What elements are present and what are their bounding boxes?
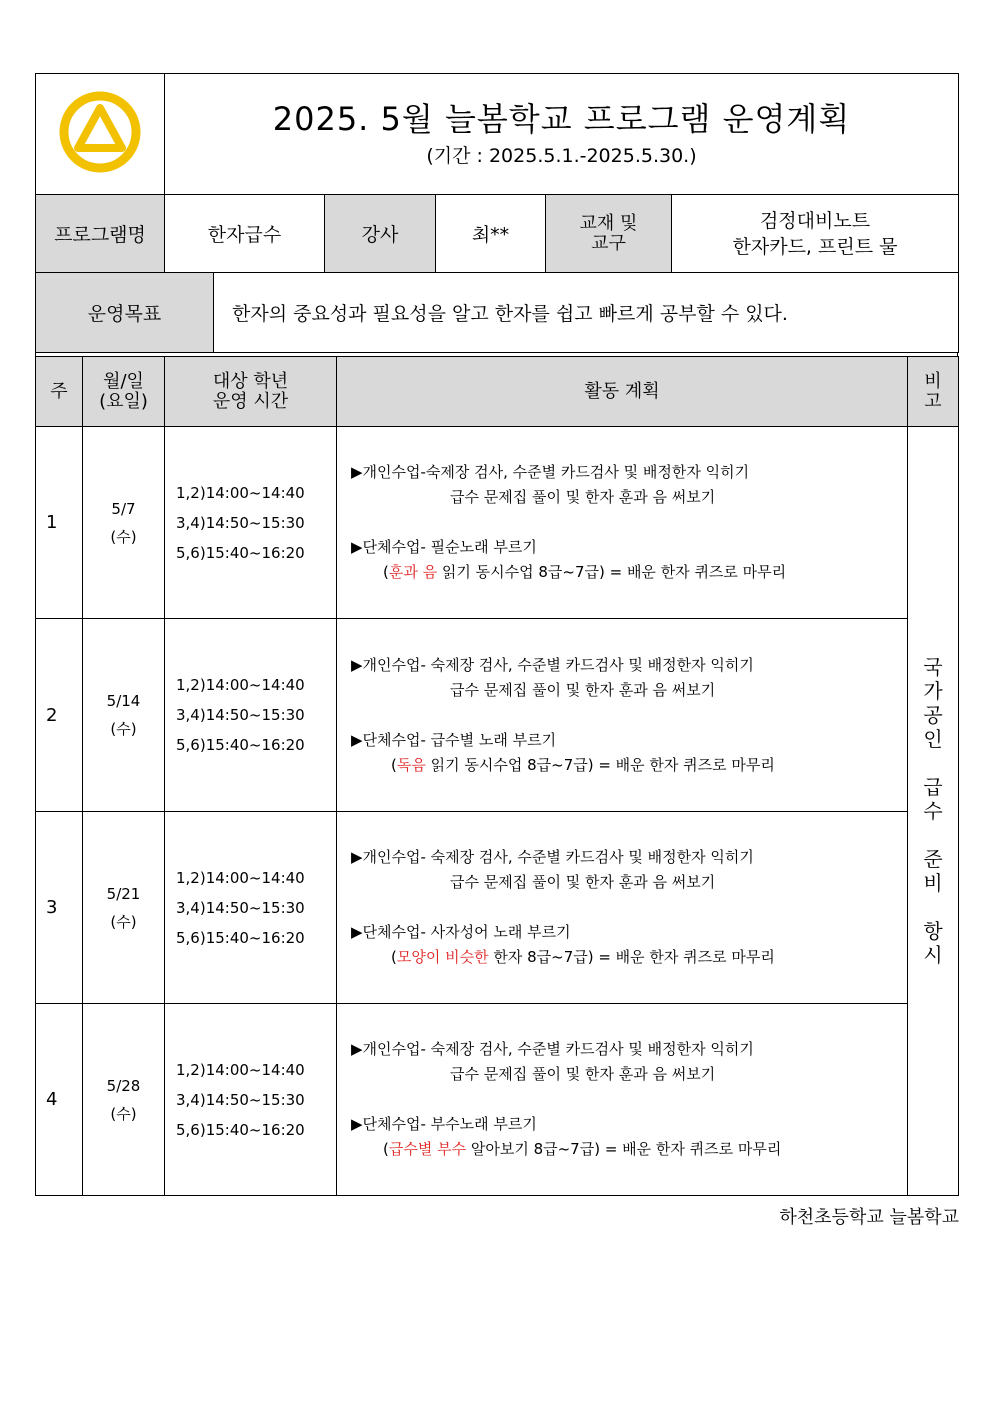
note-char: 가 [923, 679, 943, 703]
date-value: 5/21 [106, 884, 141, 903]
program-label: 프로그램명 [36, 195, 165, 273]
date-value: 5/28 [106, 1076, 141, 1095]
school-footer: 하천초등학교 늘봄학교 [779, 1207, 959, 1228]
highlight-text: 급수별 부수 [388, 1140, 467, 1158]
col-date-line2: (요일) [99, 390, 148, 412]
activity-group: ▶단체수업- 부수노래 부르기 [351, 1115, 537, 1133]
materials-value-line2: 한자카드, 프린트 물 [732, 235, 898, 258]
note-char: 준 [923, 847, 943, 871]
table-row [36, 812, 959, 1004]
col-date [83, 357, 165, 427]
table-row [36, 427, 959, 619]
time-slot: 5,6)15:40~16:20 [176, 736, 305, 754]
note-cell [908, 427, 959, 1196]
time-slot: 1,2)14:00~14:40 [176, 1060, 305, 1079]
col-note [908, 357, 959, 427]
col-note-line1: 비 [924, 370, 942, 392]
school-emblem-icon [58, 90, 142, 174]
time-slot: 1,2)14:00~14:40 [176, 868, 305, 887]
day-value: (수) [110, 527, 137, 546]
teacher-label: 강사 [325, 195, 436, 273]
materials-value [672, 195, 959, 273]
page-title: 2025. 5월 늘봄학교 프로그램 운영계획 [272, 100, 851, 138]
table-row [36, 1004, 959, 1196]
logo-cell [36, 74, 165, 195]
col-target-line2: 운영 시간 [212, 390, 289, 412]
teacher-value: 최** [436, 195, 546, 273]
activity-individual-detail: 급수 문제집 풀이 및 한자 훈과 음 써보기 [450, 488, 716, 506]
day-value: (수) [110, 1104, 137, 1123]
activity-individual: ▶개인수업- 숙제장 검사, 수준별 카드검사 및 배정한자 익히기 [351, 655, 754, 674]
activity-group-detail: (모양이 비슷한 한자 8급~7급) = 배운 한자 퀴즈로 마무리 [391, 948, 775, 966]
activity-individual: ▶개인수업- 숙제장 검사, 수준별 카드검사 및 배정한자 익히기 [351, 848, 754, 866]
note-char: 비 [923, 871, 943, 895]
activity-group: ▶단체수업- 급수별 노래 부르기 [351, 730, 557, 749]
note-char: 항 [923, 919, 943, 943]
week-number: 3 [36, 812, 83, 1004]
note-char: 공 [923, 703, 943, 727]
plan-document [35, 73, 958, 1196]
date-value: 5/7 [111, 499, 136, 518]
week-number: 4 [36, 1004, 83, 1196]
times-cell [165, 427, 337, 619]
note-char: 수 [923, 799, 943, 823]
time-slot: 1,2)14:00~14:40 [176, 676, 305, 694]
materials-label-line1: 교재 및 [579, 212, 638, 234]
activity-group: ▶단체수업- 사자성어 노래 부르기 [351, 923, 571, 941]
note-char [908, 895, 958, 919]
time-slot: 1,2)14:00~14:40 [176, 483, 305, 502]
times-cell [165, 812, 337, 1004]
highlight-text: 독음 [396, 755, 426, 774]
note-text [908, 655, 958, 967]
activity-group-detail: (급수별 부수 알아보기 8급~7급) = 배운 한자 퀴즈로 마무리 [383, 1140, 782, 1158]
header-table [35, 73, 959, 195]
materials-label-line2: 교구 [591, 232, 626, 254]
week-number: 1 [36, 427, 83, 619]
col-week: 주 [36, 357, 83, 427]
times-cell [165, 1004, 337, 1196]
title-cell [165, 74, 959, 195]
activity-individual-detail: 급수 문제집 풀이 및 한자 훈과 음 써보기 [450, 680, 716, 699]
week-number: 2 [36, 619, 83, 812]
note-char: 급 [923, 775, 943, 799]
goal-label: 운영목표 [36, 273, 214, 353]
date-cell [83, 812, 165, 1004]
schedule-table [35, 356, 959, 1196]
col-target [165, 357, 337, 427]
time-slot: 3,4)14:50~15:30 [176, 513, 305, 532]
highlight-text: 훈과 음 [388, 563, 438, 581]
goal-table [35, 272, 959, 353]
time-slot: 5,6)15:40~16:20 [176, 1120, 305, 1139]
date-cell [83, 619, 165, 812]
col-date-line1: 월/일 [103, 370, 144, 392]
activity-individual-detail: 급수 문제집 풀이 및 한자 훈과 음 써보기 [450, 1065, 716, 1083]
time-slot: 3,4)14:50~15:30 [176, 1090, 305, 1109]
note-char: 시 [923, 943, 943, 967]
note-char: 국 [923, 655, 943, 679]
activity-cell [337, 1004, 908, 1196]
activity-cell [337, 812, 908, 1004]
program-value: 한자급수 [165, 195, 325, 273]
time-slot: 3,4)14:50~15:30 [176, 706, 305, 724]
col-target-line1: 대상 학년 [212, 370, 289, 392]
day-value: (수) [110, 912, 137, 931]
materials-value-line1: 검정대비노트 [759, 209, 871, 232]
date-cell [83, 1004, 165, 1196]
time-slot: 5,6)15:40~16:20 [176, 543, 305, 562]
day-value: (수) [110, 720, 137, 738]
time-slot: 3,4)14:50~15:30 [176, 898, 305, 917]
time-slot: 5,6)15:40~16:20 [176, 928, 305, 947]
activity-group: ▶단체수업- 필순노래 부르기 [351, 538, 537, 556]
info-table [35, 194, 959, 273]
activity-individual: ▶개인수업-숙제장 검사, 수준별 카드검사 및 배정한자 익히기 [351, 463, 750, 481]
note-char [908, 823, 958, 847]
date-value: 5/14 [106, 692, 141, 710]
note-char [908, 751, 958, 775]
times-cell [165, 619, 337, 812]
goal-value: 한자의 중요성과 필요성을 알고 한자를 쉽고 빠르게 공부할 수 있다. [214, 273, 959, 353]
col-plan: 활동 계획 [337, 357, 908, 427]
date-cell [83, 427, 165, 619]
activity-cell [337, 619, 908, 812]
period-text: (기간 : 2025.5.1.-2025.5.30.) [426, 145, 697, 167]
activity-individual-detail: 급수 문제집 풀이 및 한자 훈과 음 써보기 [450, 873, 716, 891]
activity-cell [337, 427, 908, 619]
materials-label [546, 195, 672, 273]
note-char: 인 [923, 727, 943, 751]
col-note-line2: 고 [924, 390, 942, 412]
table-row [36, 619, 959, 812]
activity-group-detail: (훈과 음 읽기 동시수업 8급~7급) = 배운 한자 퀴즈로 마무리 [383, 563, 787, 581]
highlight-text: 모양이 비슷한 [396, 948, 489, 966]
activity-individual: ▶개인수업- 숙제장 검사, 수준별 카드검사 및 배정한자 익히기 [351, 1040, 754, 1058]
activity-group-detail: (독음 읽기 동시수업 8급~7급) = 배운 한자 퀴즈로 마무리 [391, 755, 775, 774]
